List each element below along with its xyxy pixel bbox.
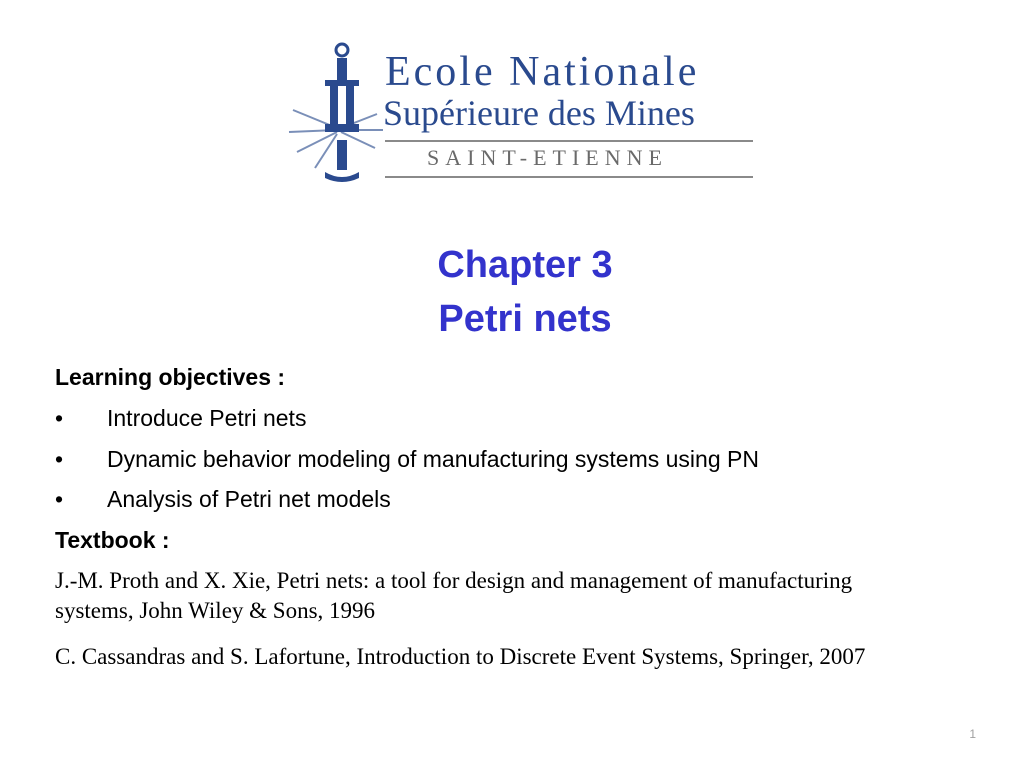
- logo-text-line3: SAINT-ETIENNE: [427, 145, 668, 170]
- logo-text-line1: Ecole Nationale: [385, 49, 700, 95]
- objective-item: Dynamic behavior modeling of manufacturing systems using PN: [107, 446, 759, 472]
- logo-divider-top: [385, 140, 753, 142]
- bullet-marker: •: [55, 486, 64, 512]
- logo-text-line2: Supérieure des Mines: [383, 93, 695, 133]
- slide-title-line1: Chapter 3: [437, 244, 613, 286]
- lamp-emblem-icon: [285, 40, 385, 185]
- bullet-marker: •: [55, 446, 64, 472]
- school-logo: [285, 40, 765, 185]
- page-number: 1: [969, 727, 976, 741]
- slide-title-line2: Petri nets: [438, 298, 612, 340]
- textbook-reference: C. Cassandras and S. Lafortune, Introduction to Discrete Event Systems, Springer, 2007: [55, 644, 866, 669]
- objective-item: Analysis of Petri net models: [107, 486, 391, 512]
- logo-divider-bottom: [385, 176, 753, 178]
- objective-item: Introduce Petri nets: [107, 405, 307, 431]
- textbook-heading: Textbook :: [55, 527, 170, 553]
- bullet-marker: •: [55, 405, 64, 431]
- objectives-heading: Learning objectives :: [55, 364, 286, 390]
- textbook-reference: J.-M. Proth and X. Xie, Petri nets: a tool for design and management of manufacturing systems, John Wiley & Sons, 1996: [55, 568, 853, 623]
